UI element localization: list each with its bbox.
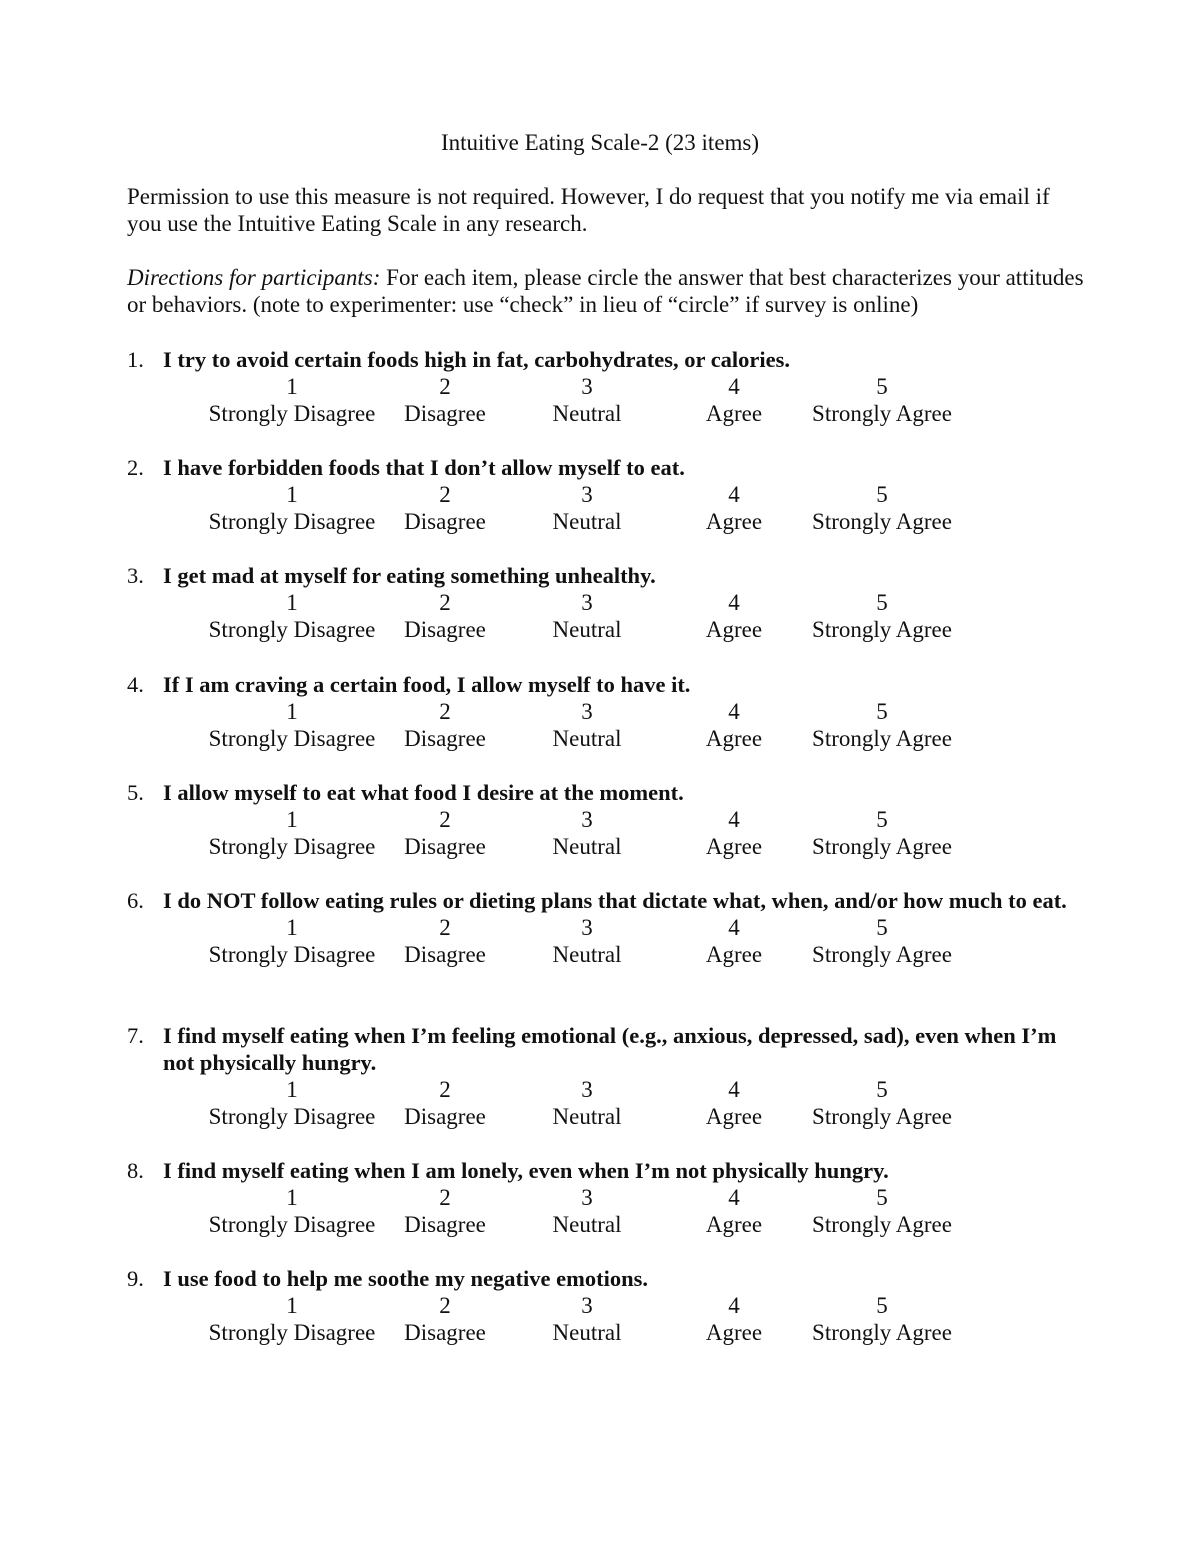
scale-label: Neutral	[552, 509, 622, 534]
survey-item	[127, 1265, 1087, 1348]
scale-value: 2	[439, 915, 451, 940]
scale-value: 3	[581, 699, 593, 724]
scale-label: Disagree	[404, 401, 486, 426]
scale-option-5[interactable]	[782, 1076, 982, 1130]
item-number: 9.	[127, 1266, 144, 1291]
item-question	[127, 779, 1087, 806]
scale-label: Neutral	[552, 1212, 622, 1237]
scale-value: 1	[286, 1293, 298, 1318]
scale-label: Agree	[705, 834, 763, 859]
scale-label: Strongly Disagree	[208, 401, 376, 426]
scale-label: Neutral	[552, 1104, 622, 1129]
survey-item	[127, 671, 1087, 754]
scale-value: 1	[286, 1077, 298, 1102]
survey-item	[127, 454, 1087, 537]
scale-value: 3	[581, 1185, 593, 1210]
scale-label: Agree	[705, 1320, 763, 1345]
survey-item	[127, 1157, 1087, 1240]
scale-label: Strongly Agree	[812, 1212, 952, 1237]
scale-label: Strongly Disagree	[208, 726, 376, 751]
scale-label: Agree	[705, 1212, 763, 1237]
scale-value: 2	[439, 699, 451, 724]
item-question	[127, 346, 1087, 373]
scale-label: Strongly Disagree	[208, 1104, 376, 1129]
scale-label: Strongly Agree	[812, 401, 952, 426]
scale-label: Disagree	[404, 1212, 486, 1237]
scale-label: Strongly Agree	[812, 726, 952, 751]
scale-label: Strongly Disagree	[208, 1212, 376, 1237]
scale-label: Strongly Disagree	[208, 1320, 376, 1345]
item-number: 8.	[127, 1158, 144, 1183]
scale-label: Disagree	[404, 942, 486, 967]
directions-label: Directions for participants:	[127, 265, 381, 290]
scale-value: 1	[286, 1185, 298, 1210]
scale-value: 2	[439, 807, 451, 832]
scale-label: Agree	[705, 942, 763, 967]
scale-label: Strongly Agree	[812, 617, 952, 642]
scale-value: 5	[876, 1077, 888, 1102]
item-text: I get mad at myself for eating something unhealthy.	[163, 563, 656, 588]
scale-label: Neutral	[552, 834, 622, 859]
scale-value: 5	[876, 374, 888, 399]
scale-label: Agree	[705, 617, 763, 642]
scale-value: 4	[728, 915, 740, 940]
scale-value: 3	[581, 915, 593, 940]
item-number: 2.	[127, 455, 144, 480]
response-scale	[127, 806, 1087, 862]
item-text: I find myself eating when I am lonely, even when I’m not physically hungry.	[163, 1158, 889, 1183]
scale-option-5[interactable]	[782, 806, 982, 860]
scale-label: Strongly Disagree	[208, 617, 376, 642]
response-scale	[127, 1292, 1087, 1348]
scale-option-5[interactable]	[782, 1184, 982, 1238]
item-number: 1.	[127, 347, 144, 372]
item-question	[127, 1157, 1087, 1184]
scale-value: 5	[876, 915, 888, 940]
permission-paragraph: Permission to use this measure is not required. However, I do request that you notify me via email if you use the Intuitive Eating Scale in any research.	[127, 184, 1050, 236]
scale-label: Strongly Agree	[812, 1104, 952, 1129]
scale-value: 5	[876, 1293, 888, 1318]
scale-value: 4	[728, 699, 740, 724]
survey-item	[127, 562, 1087, 645]
scale-value: 1	[286, 590, 298, 615]
scale-option-5[interactable]	[782, 1292, 982, 1346]
scale-option-5[interactable]	[782, 698, 982, 752]
scale-label: Agree	[705, 401, 763, 426]
item-text: I allow myself to eat what food I desire at the moment.	[163, 780, 684, 805]
scale-label: Agree	[705, 509, 763, 534]
directions-paragraph	[127, 264, 1087, 318]
scale-value: 3	[581, 374, 593, 399]
scale-label: Disagree	[404, 834, 486, 859]
item-question	[127, 671, 1087, 698]
scale-value: 4	[728, 807, 740, 832]
item-text: I have forbidden foods that I don’t allow myself to eat.	[163, 455, 685, 480]
scale-value: 4	[728, 1077, 740, 1102]
scale-value: 1	[286, 915, 298, 940]
scale-value: 2	[439, 374, 451, 399]
scale-option-5[interactable]	[782, 481, 982, 535]
scale-label: Disagree	[404, 726, 486, 751]
item-text: I use food to help me soothe my negative emotions.	[163, 1266, 648, 1291]
item-question	[127, 562, 1087, 589]
item-number: 4.	[127, 672, 144, 697]
scale-value: 2	[439, 482, 451, 507]
item-number: 5.	[127, 780, 144, 805]
item-text: If I am craving a certain food, I allow myself to have it.	[163, 672, 691, 697]
scale-option-5[interactable]	[782, 373, 982, 427]
directions-text: For each item, please circle the answer that best characterizes your attitudes or behaviors. (note to experimenter: use “check” in lieu of “circle” if survey is online)	[127, 265, 1084, 317]
scale-value: 1	[286, 699, 298, 724]
survey-item	[127, 1022, 1087, 1132]
item-number: 3.	[127, 563, 144, 588]
scale-label: Disagree	[404, 1104, 486, 1129]
scale-label: Strongly Agree	[812, 942, 952, 967]
scale-option-5[interactable]	[782, 914, 982, 968]
scale-value: 2	[439, 1185, 451, 1210]
item-text: I do NOT follow eating rules or dieting plans that dictate what, when, and/or how much to eat.	[163, 888, 1067, 913]
scale-label: Strongly Agree	[812, 1320, 952, 1345]
scale-value: 2	[439, 1077, 451, 1102]
item-question	[127, 887, 1087, 914]
scale-value: 3	[581, 1293, 593, 1318]
item-question	[127, 1022, 1087, 1076]
scale-value: 1	[286, 482, 298, 507]
response-scale	[127, 914, 1087, 970]
scale-value: 3	[581, 1077, 593, 1102]
scale-label: Disagree	[404, 509, 486, 534]
survey-item	[127, 779, 1087, 862]
scale-label: Neutral	[552, 726, 622, 751]
scale-value: 1	[286, 374, 298, 399]
scale-value: 5	[876, 807, 888, 832]
response-scale	[127, 698, 1087, 754]
scale-option-5[interactable]	[782, 589, 982, 643]
scale-label: Disagree	[404, 1320, 486, 1345]
page-title: Intuitive Eating Scale-2 (23 items)	[440, 130, 760, 155]
scale-value: 4	[728, 1185, 740, 1210]
response-scale	[127, 589, 1087, 645]
item-number: 7.	[127, 1023, 144, 1048]
scale-label: Strongly Disagree	[208, 834, 376, 859]
scale-value: 5	[876, 482, 888, 507]
response-scale	[127, 373, 1087, 429]
item-text: I find myself eating when I’m feeling emotional (e.g., anxious, depressed, sad), even when I’m not physically hungry.	[163, 1023, 1057, 1075]
scale-value: 4	[728, 482, 740, 507]
scale-value: 3	[581, 482, 593, 507]
scale-value: 5	[876, 699, 888, 724]
scale-value: 2	[439, 590, 451, 615]
response-scale	[127, 1076, 1087, 1132]
survey-item	[127, 887, 1087, 970]
scale-label: Neutral	[552, 617, 622, 642]
scale-value: 1	[286, 807, 298, 832]
scale-value: 3	[581, 590, 593, 615]
scale-label: Strongly Agree	[812, 509, 952, 534]
survey-item	[127, 346, 1087, 429]
scale-label: Agree	[705, 1104, 763, 1129]
scale-value: 4	[728, 374, 740, 399]
scale-label: Neutral	[552, 1320, 622, 1345]
scale-value: 5	[876, 1185, 888, 1210]
item-text: I try to avoid certain foods high in fat, carbohydrates, or calories.	[163, 347, 791, 372]
scale-label: Agree	[705, 726, 763, 751]
scale-label: Strongly Agree	[812, 834, 952, 859]
scale-value: 5	[876, 590, 888, 615]
scale-value: 2	[439, 1293, 451, 1318]
scale-value: 4	[728, 1293, 740, 1318]
item-question	[127, 454, 1087, 481]
item-number: 6.	[127, 888, 144, 913]
scale-label: Neutral	[552, 401, 622, 426]
response-scale	[127, 481, 1087, 537]
scale-label: Disagree	[404, 617, 486, 642]
scale-label: Neutral	[552, 942, 622, 967]
scale-label: Strongly Disagree	[208, 509, 376, 534]
scale-value: 4	[728, 590, 740, 615]
scale-label: Strongly Disagree	[208, 942, 376, 967]
response-scale	[127, 1184, 1087, 1240]
scale-value: 3	[581, 807, 593, 832]
item-question	[127, 1265, 1087, 1292]
